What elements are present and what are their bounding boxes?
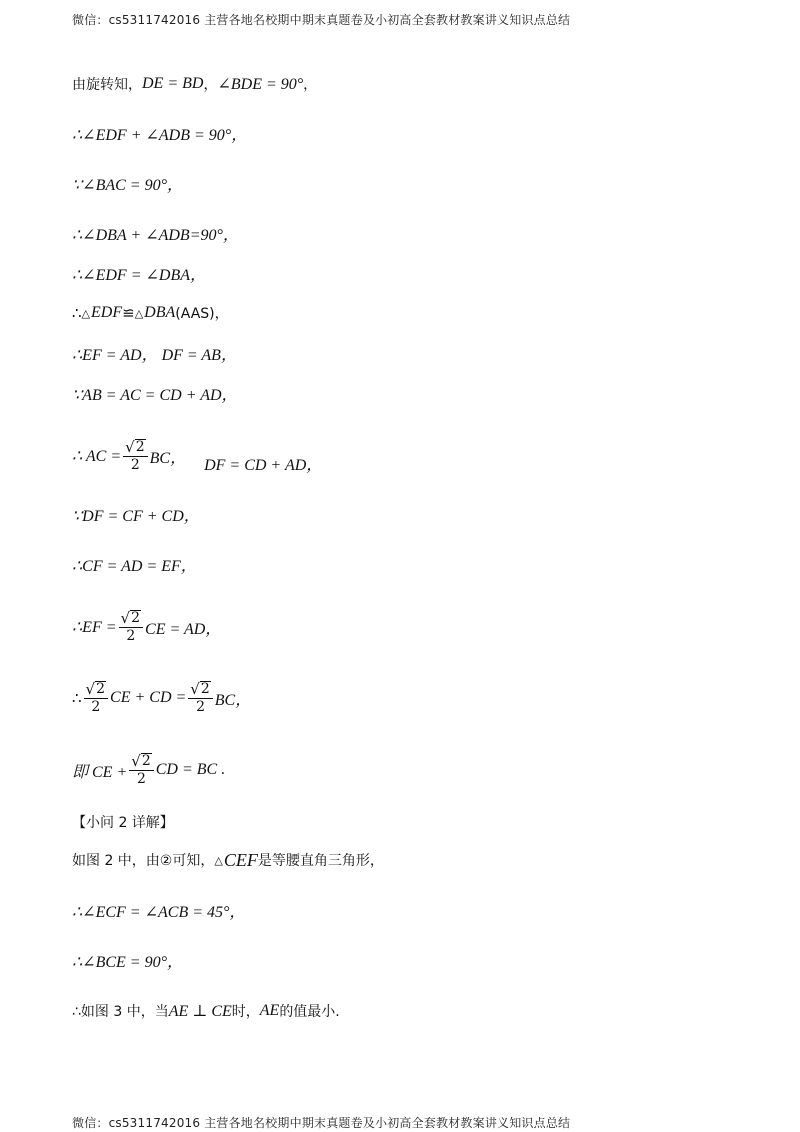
equation: ∴∠ECF = ∠ACB = 45°， <box>72 903 246 921</box>
equation: DF = CD + AD， <box>204 456 323 474</box>
line-text: ∴如图 3 中，当 <box>72 1004 169 1020</box>
equation: 即 CE + <box>72 763 128 781</box>
therefore-symbol: ∴ <box>72 689 82 707</box>
page-footer: 微信：cs5311742016 主营各地名校期中期末真题卷及小初高全套教材教案讲义知识点总结 <box>72 1116 571 1130</box>
fraction <box>188 681 212 715</box>
fraction-denominator: 2 <box>126 627 136 644</box>
triangle-symbol: △ <box>81 306 91 320</box>
triangle-name: EDF <box>91 304 123 321</box>
equation: ∵DF = CF + CD， <box>72 507 200 525</box>
fraction <box>84 681 108 715</box>
proof-line-3 <box>72 163 183 203</box>
sqrt-icon: √ <box>120 608 131 627</box>
equation: ∴ AC = <box>72 448 122 465</box>
sqrt-icon: √ <box>190 679 200 698</box>
equation: ∴∠DBA + ∠ADB=90°， <box>72 226 239 244</box>
triangle-symbol: △ <box>134 306 144 320</box>
equation: AE <box>259 1002 280 1019</box>
sqrt-icon: √ <box>131 751 141 770</box>
proof-line-11 <box>72 544 197 584</box>
equation: CE + CD = <box>110 689 187 706</box>
proof-line-9 <box>72 436 322 476</box>
sqrt-icon: √ <box>85 679 96 698</box>
equation: ∠BDE = 90° <box>217 76 304 93</box>
fraction-denominator: 2 <box>130 456 140 473</box>
equation: BC， <box>214 691 252 709</box>
fraction-numerator: 2 <box>141 752 151 769</box>
equation: CD = BC . <box>155 761 226 778</box>
equation: ∴EF = <box>72 619 117 636</box>
separator: ， <box>303 77 318 93</box>
equation: DE = BD <box>142 75 204 92</box>
equation: ∴EF = AD， DF = AB， <box>72 346 237 364</box>
triangle-name: CEF <box>223 849 258 870</box>
equation: BC， <box>149 449 187 467</box>
proof-line-6 <box>72 293 229 333</box>
fraction-denominator: 2 <box>196 698 205 715</box>
proof-line-18 <box>72 940 183 980</box>
fraction-numerator: 2 <box>96 680 106 697</box>
proof-line-5 <box>72 253 206 293</box>
proof-line-13 <box>72 678 251 718</box>
equation: CE = AD， <box>145 620 222 638</box>
line-text: 的值最小. <box>279 1004 340 1020</box>
congruent-symbol: ≌ <box>122 304 135 322</box>
proof-line-16 <box>72 840 384 880</box>
proof-line-4 <box>72 213 239 253</box>
section-title: 【小问 2 详解】 <box>72 815 174 831</box>
equation: AE ⊥ CE <box>168 1003 232 1020</box>
reason-text: (AAS)， <box>175 306 229 322</box>
fraction <box>123 439 147 473</box>
equation: ∴∠EDF = ∠DBA， <box>72 266 206 284</box>
equation: ∴∠EDF + ∠ADB = 90°， <box>72 126 248 144</box>
fraction-numerator: 2 <box>135 438 145 455</box>
fraction-denominator: 2 <box>137 770 146 787</box>
proof-line-10 <box>72 494 200 534</box>
line-text: 时， <box>231 1004 260 1020</box>
proof-line-8 <box>72 373 238 413</box>
proof-line-14 <box>72 750 225 790</box>
fraction-numerator: 2 <box>131 609 141 626</box>
line-text: 由旋转知， <box>72 77 142 93</box>
triangle-name: DBA <box>144 304 176 321</box>
fraction-denominator: 2 <box>91 698 101 715</box>
equation: ∵∠BAC = 90°， <box>72 176 184 194</box>
equation: ∴∠BCE = 90°， <box>72 953 184 971</box>
page-header: 微信：cs5311742016 主营各地名校期中期末真题卷及小初高全套教材教案讲义知识点总结 <box>72 13 571 27</box>
equation: ∴CF = AD = EF， <box>72 557 197 575</box>
proof-line-17 <box>72 890 245 930</box>
therefore-symbol: ∴ <box>72 304 82 322</box>
separator: ， <box>203 77 218 93</box>
section-heading <box>72 802 174 842</box>
proof-line-7 <box>72 333 237 373</box>
proof-line-19 <box>72 991 340 1031</box>
proof-line-12 <box>72 607 221 647</box>
fraction-numerator: 2 <box>200 680 210 697</box>
proof-line-2 <box>72 113 247 153</box>
sqrt-icon: √ <box>125 437 135 456</box>
proof-line-1 <box>72 64 317 104</box>
line-text: 如图 2 中，由②可知， <box>72 853 215 869</box>
triangle-symbol: △ <box>214 853 223 867</box>
fraction <box>119 610 143 644</box>
equation: ∵AB = AC = CD + AD， <box>72 386 238 404</box>
line-text: 是等腰直角三角形， <box>257 853 384 869</box>
fraction <box>129 753 153 787</box>
